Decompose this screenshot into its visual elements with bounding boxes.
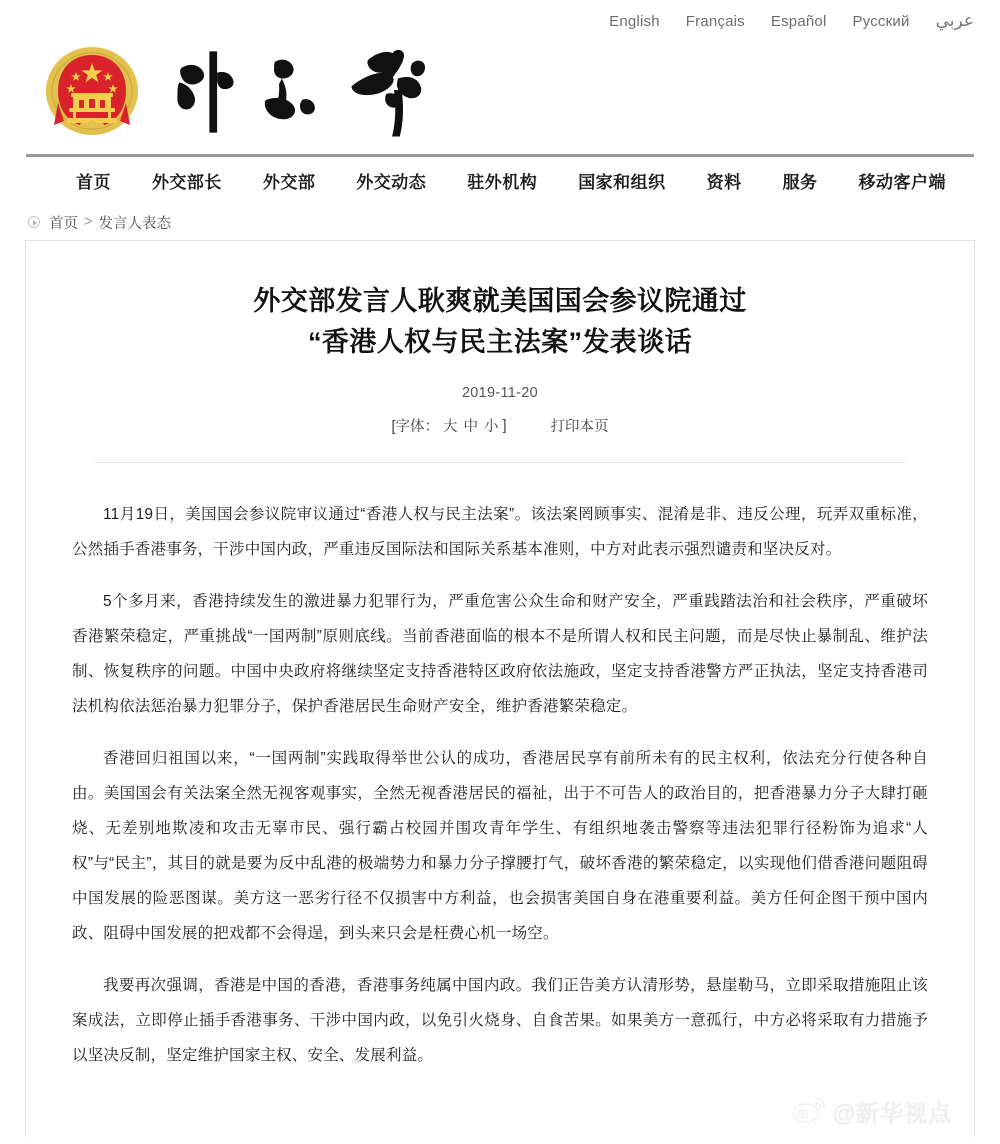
article-toolbar (70, 415, 930, 436)
breadcrumb-arrow-icon (28, 216, 40, 228)
weibo-watermark (792, 1094, 952, 1129)
national-emblem-icon (40, 41, 144, 145)
article-title-line-2: “香港人权与民主法案”发表谈话 (308, 327, 692, 357)
article-paragraph-3: 香港回归祖国以来，“一国两制”实践取得举世公认的成功，香港居民享有前所未有的民主权利，依法充分行使各种自由。美国国会有关法案全然无视客观事实，全然无视香港居民的福祉，出于不可告人的政治目的，把香港暴力分子大肆打砸烧、无差别地欺凌和攻击无辜市民、强行霸占校园并围攻青年学生、有组织地袭击警察等违法犯罪行径粉饰为追求“人权”与“民主”，其目的就是要为反中乱港的极端势力和暴力分子撑腰打气，破坏香港的繁荣稳定，以实现他们借香港问题阻碍中国发展的险恶图谋。美方这一恶劣行径不仅损害中方利益，也会损害美国自身在港重要利益。美方任何企图干预中国内政、阻碍中国发展的把戏都不会得逞，到头来只会是枉费心机一场空。 (72, 750, 928, 942)
nav-list (26, 157, 974, 203)
nav-item-resources[interactable]: 资料 (706, 172, 742, 192)
font-size-label-end: ] (502, 417, 507, 434)
nav-item-diplomatic-news[interactable]: 外交动态 (356, 172, 427, 192)
breadcrumb-current: 发言人表态 (98, 215, 171, 232)
article-title-line-1: 外交部发言人耿爽就美国国会参议院通过 (253, 286, 747, 316)
nav-item-foreign-minister[interactable]: 外交部长 (151, 172, 222, 192)
language-link-espanol[interactable]: Español (770, 12, 827, 30)
language-link-russkiy[interactable]: Русский (852, 12, 910, 30)
font-size-medium[interactable]: 中 (463, 419, 478, 435)
breadcrumb (26, 207, 974, 237)
font-size-small[interactable]: 小 (484, 419, 499, 435)
language-link-english[interactable]: English (609, 12, 660, 30)
breadcrumb-separator: > (84, 214, 93, 230)
breadcrumb-home-link[interactable]: 首页 (49, 215, 78, 232)
language-link-arabic[interactable]: عربي (935, 11, 974, 30)
site-logo-calligraphy[interactable] (162, 37, 452, 149)
article-date: 2019-11-20 (461, 385, 539, 401)
article-paragraph-2: 5个多月来，香港持续发生的激进暴力犯罪行为，严重危害公众生命和财产安全，严重践踏法治和社会秩序，严重破坏香港繁荣稳定，严重挑战“一国两制”原则底线。当前香港面临的根本不是所谓人权和民主问题，而是尽快止暴制乱、维护法制、恢复秩序的问题。中国中央政府将继续坚定支持香港特区政府依法施政，坚定支持香港警方严正执法，坚定支持香港司法机构依法惩治暴力犯罪分子，保护香港居民生命财产安全，维护香港繁荣稳定。 (72, 593, 928, 715)
article-body (26, 463, 974, 1073)
language-bar (0, 0, 1000, 36)
article-panel (25, 240, 975, 1137)
nav-item-mobile-app[interactable]: 移动客户端 (858, 172, 946, 192)
font-size-control (391, 415, 506, 436)
main-navigation (26, 154, 974, 203)
article-paragraph-1: 11月19日，美国国会参议院审议通过“香港人权与民主法案”。该法案罔顾事实、混淆是非、违反公理，玩弄双重标准，公然插手香港事务，干涉中国内政，严重违反国际法和国际关系基本准则，中方对此表示强烈谴责和坚决反对。 (72, 506, 928, 558)
nav-item-services[interactable]: 服务 (782, 172, 818, 192)
nav-item-ministry[interactable]: 外交部 (262, 172, 316, 192)
article-paragraph-4: 我要再次强调，香港是中国的香港，香港事务纯属中国内政。我们正告美方认清形势，悬崖勒马，立即采取措施阻止该案成法，立即停止插手香港事务、干涉中国内政，以免引火烧身、自食苦果。如果美方一意孤行，中方必将采取有力措施予以坚决反制，坚定维护国家主权、安全、发展利益。 (72, 977, 928, 1064)
page-title (70, 281, 930, 363)
language-link-francais[interactable]: Français (685, 12, 745, 30)
print-page-button[interactable]: 打印本页 (550, 419, 609, 435)
weibo-icon (792, 1094, 826, 1129)
nav-item-home[interactable]: 首页 (76, 172, 111, 192)
nav-item-countries-organizations[interactable]: 国家和组织 (578, 172, 666, 192)
article-header (26, 241, 974, 463)
font-size-label: [字体： (391, 419, 439, 435)
font-size-large[interactable]: 大 (443, 419, 458, 435)
watermark-text: @新华视点 (832, 1100, 952, 1126)
masthead (0, 32, 1000, 154)
nav-item-missions-abroad[interactable]: 驻外机构 (467, 172, 538, 192)
